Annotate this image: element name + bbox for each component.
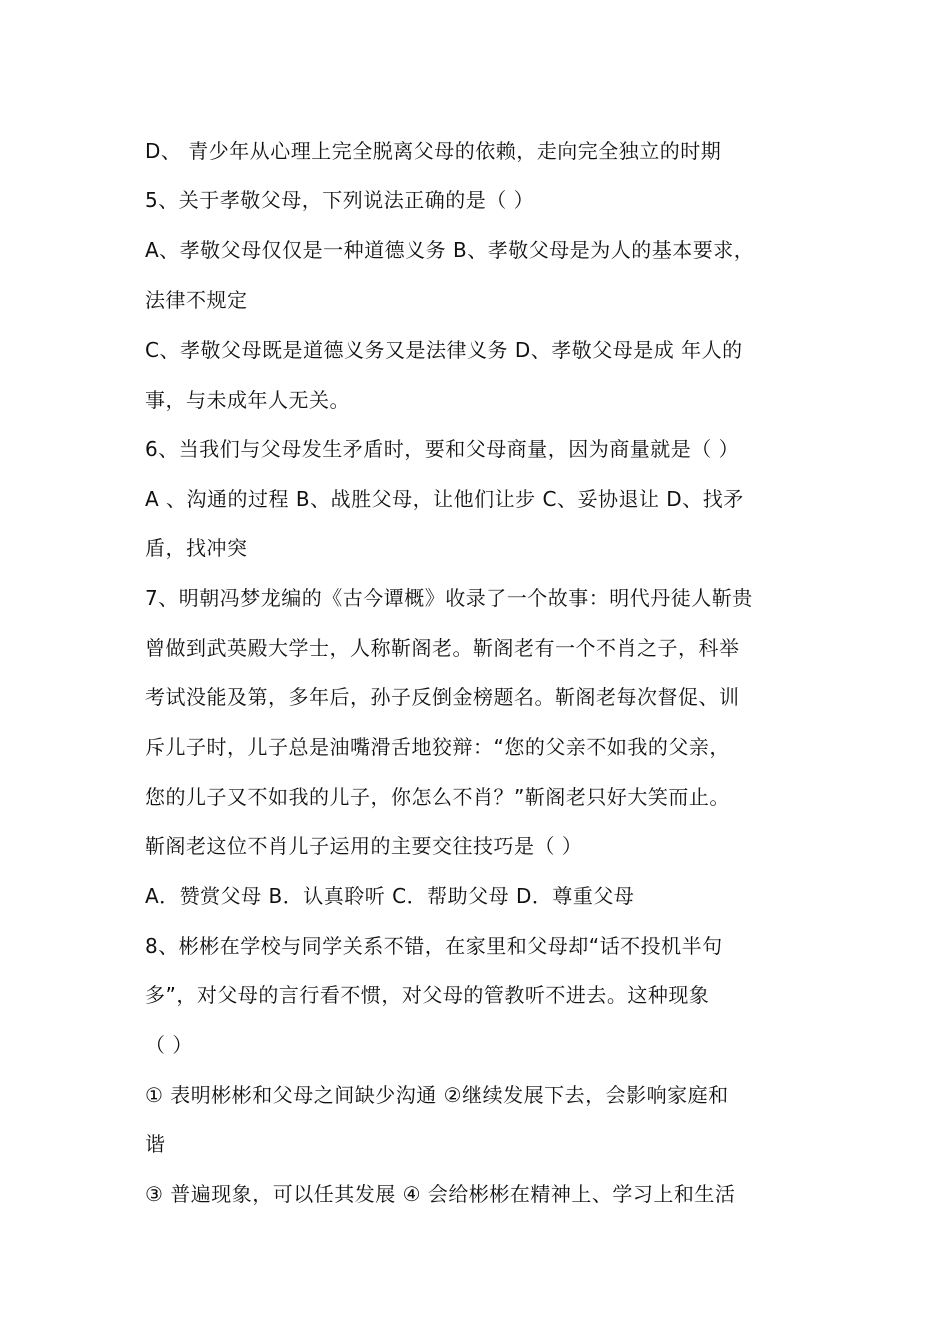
text-line: ③ 普遍现象，可以任其发展 ④ 会给彬彬在精神上、学习上和生活	[145, 1182, 736, 1206]
text-line: 事，与未成年人无关。	[145, 388, 350, 412]
text-line: 斥儿子时，儿子总是油嘴滑舌地狡辩：“您的父亲不如我的父亲，	[145, 735, 730, 759]
text-line: A．赞赏父母 B．认真聆听 C．帮助父母 D．尊重父母	[145, 884, 635, 908]
text-line: 6、当我们与父母发生矛盾时，要和父母商量，因为商量就是（ ）	[145, 437, 740, 461]
text-line: 您的儿子又不如我的儿子，你怎么不肖？”靳阁老只好大笑而止。	[145, 785, 730, 809]
text-line: 考试没能及第，多年后，孙子反倒金榜题名。靳阁老每次督促、训	[145, 685, 740, 709]
text-line: 5、关于孝敬父母，下列说法正确的是（ ）	[145, 188, 535, 212]
text-line: A 、沟通的过程 B、战胜父母，让他们让步 C、妥协退让 D、找矛	[145, 487, 744, 511]
text-line: 靳阁老这位不肖儿子运用的主要交往技巧是（ ）	[145, 834, 583, 858]
text-line: 谐	[145, 1132, 166, 1156]
text-line: 法律不规定	[145, 288, 248, 312]
text-line: ① 表明彬彬和父母之间缺少沟通 ②继续发展下去，会影响家庭和	[145, 1083, 729, 1107]
text-line: D、 青少年从心理上完全脱离父母的依赖，走向完全独立的时期	[145, 139, 722, 163]
text-line: 7、明朝冯梦龙编的《古今谭概》收录了一个故事：明代丹徒人靳贵	[145, 586, 753, 610]
text-line: 曾做到武英殿大学士，人称靳阁老。靳阁老有一个不肖之子，科举	[145, 636, 740, 660]
text-line: 盾，找冲突	[145, 536, 248, 560]
text-line: 多”，对父母的言行看不惯，对父母的管教听不进去。这种现象	[145, 983, 710, 1007]
text-line: 8、彬彬在学校与同学关系不错，在家里和父母却“话不投机半句	[145, 934, 723, 958]
text-line: C、孝敬父母既是道德义务又是法律义务 D、孝敬父母是成 年人的	[145, 338, 743, 362]
text-line: A、孝敬父母仅仅是一种道德义务 B、孝敬父母是为人的基本要求，	[145, 238, 755, 262]
text-line: （ ）	[145, 1033, 193, 1057]
